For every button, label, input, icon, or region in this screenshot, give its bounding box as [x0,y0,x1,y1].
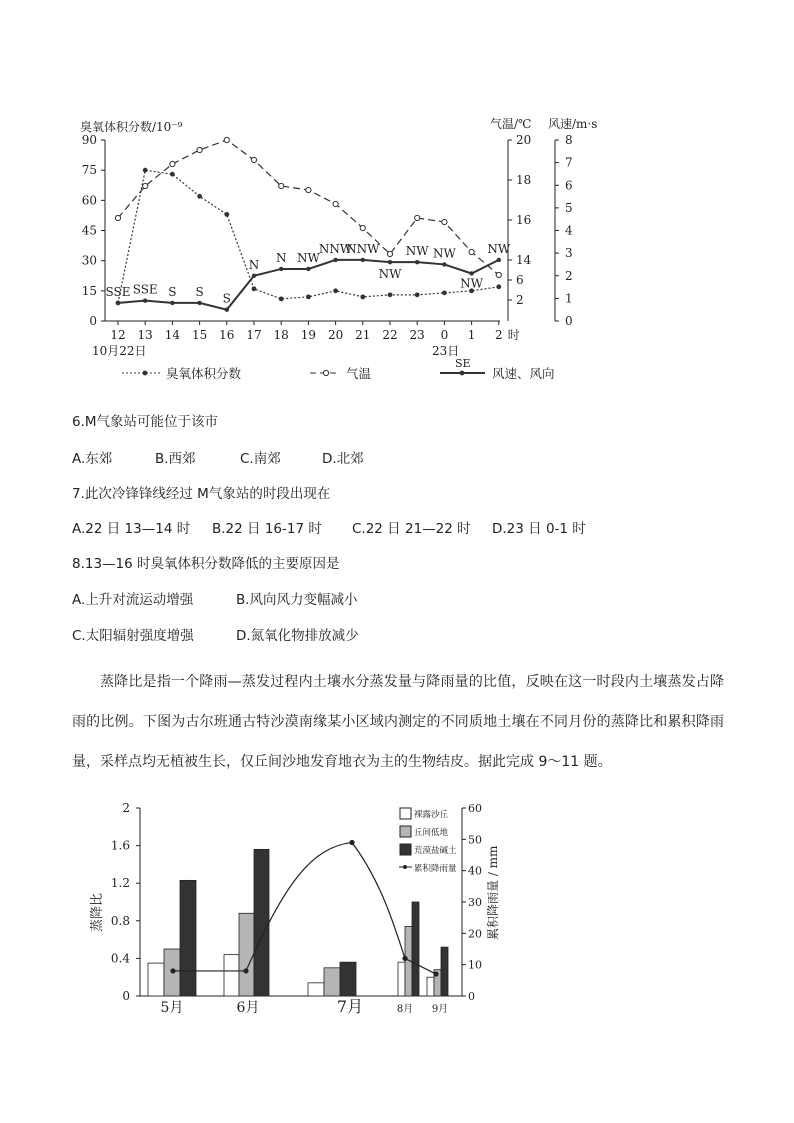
legend-wind-label: 风速、风向 [492,366,555,381]
ozone-tick-label: 90 [81,133,97,147]
temperature-tick-label: 14 [516,253,532,267]
temperature-point [224,137,229,142]
wind-tick-label: 1 [565,291,573,306]
hour-tick-label: 19 [300,328,317,342]
date-label-23: 23日 [432,344,460,358]
temperature-point [333,201,338,206]
saline-bar [412,902,419,996]
chart2-legend [399,808,457,874]
question-7-stem: 7.此次冷锋锋线经过 M气象站的时段出现在 [72,486,331,502]
wind-direction-label: N [275,250,287,265]
wind-tick-label: 3 [565,246,573,261]
hour-tick-label: 21 [355,328,371,342]
bare-dune-bar [148,963,164,996]
rainfall-tick-label: 30 [468,896,482,909]
hour-tick-label: 16 [219,328,235,342]
temperature-point [197,147,202,152]
month-label: 8月 [396,1004,414,1015]
legend-rainfall-label: 累积降雨量 [414,864,457,874]
ozone-tick-label: 75 [81,163,97,178]
temperature-point [496,272,501,277]
hour-tick-label: 13 [137,328,153,342]
hour-tick-label: 18 [273,328,289,342]
ozone-point [496,284,501,289]
saline-bar [254,849,269,996]
wind-point [197,301,201,305]
legend-swatch-bare-dune [400,808,411,819]
temperature-point [387,251,392,256]
wind-tick-label: 4 [565,223,573,238]
legend-interdune-label: 丘间低地 [414,828,449,838]
saline-bar [340,962,356,996]
temperature-point [143,183,148,188]
ratio-tick-label: 2 [122,801,130,815]
hour-tick-label: 15 [191,328,208,342]
legend-saline-label: 荒漠盐碱土 [414,846,457,856]
ozone-point [306,294,311,299]
ratio-tick-label: 1.6 [110,838,130,853]
q7-option-d[interactable]: D.23 日 0-1 时 [492,521,586,537]
hour-tick-label: 14 [164,328,181,342]
month-label: 7月 [336,997,364,1016]
wind-tick-label: 5 [565,200,573,215]
month-label: 5月 [160,1000,184,1016]
rainfall-tick-label: 10 [468,958,482,972]
q6-option-c[interactable]: C.南郊 [240,451,281,467]
temperature-point [306,187,311,192]
ozone-point [224,212,229,217]
legend-swatch-interdune [400,826,411,837]
q7-option-c[interactable]: C.22 日 21—22 时 [352,521,471,537]
ratio-tick-label: 0 [122,989,130,1003]
interdune-bar [324,968,340,996]
ozone-tick-label: 60 [81,193,97,208]
rainfall-tick-label: 0 [468,990,475,1003]
ozone-tick-label: 45 [81,223,97,238]
temperature-point [469,249,474,254]
q7-option-b[interactable]: B.22 日 16-17 时 [212,521,322,537]
rainfall-axis-title: 累积降雨量 / mm [486,845,500,940]
q6-option-a[interactable]: A.东郊 [72,451,113,467]
q8-option-a[interactable]: A.上升对流运动增强 [72,592,194,608]
q6-option-d[interactable]: D.北郊 [322,451,364,467]
wind-direction-label: S [195,284,204,299]
wind-point [143,298,147,302]
evaporation-ratio-axis-title: 蒸降比 [90,892,105,932]
bare-dune-bar [398,962,405,996]
hour-tick-label: 17 [246,328,262,342]
legend-ozone-label: 臭氧体积分数 [166,366,242,381]
temperature-point [442,219,447,224]
wind-direction-label: NW [378,267,402,282]
q8-option-b[interactable]: B.风向风力变幅减小 [236,592,358,608]
temperature-point [279,183,284,188]
ozone-point [388,292,393,297]
ozone-point [143,168,148,173]
wind-direction-label: S [168,284,177,299]
rainfall-point [402,956,407,961]
wind-direction-label: NW [432,246,456,261]
wind-direction-label: NW [296,250,320,265]
temperature-tick-label: 18 [516,173,532,187]
temperature-tick-label: 16 [516,213,532,227]
legend-wind-sample: SE [455,357,471,370]
date-label-oct22: 10月22日 [92,344,147,358]
month-label: 9月 [431,1004,449,1015]
evaporation-rainfall-chart [0,790,794,1030]
q8-option-d[interactable]: D.氮氧化物排放减少 [236,628,359,644]
bare-dune-bar [224,955,239,996]
rainfall-point [243,968,248,973]
wind-point [415,260,419,264]
ozone-tick-label: 0 [89,314,97,328]
temperature-tick-label: 6 [516,273,524,287]
ozone-tick-label: 15 [81,283,97,298]
ozone-point [252,286,257,291]
legend-bare-dune-label: 裸露沙丘 [414,810,449,820]
wind-direction-label: NNW [318,241,353,256]
wind-tick-label: 0 [565,314,573,328]
rainfall-point [349,840,354,845]
ratio-tick-label: 0.8 [110,913,130,928]
ozone-point [442,290,447,295]
wind-direction-label: NW [487,241,511,256]
ozone-temperature-wind-chart [0,0,794,400]
ratio-tick-label: 0.4 [110,951,130,966]
wind-point [497,258,501,262]
hour-tick-label: 20 [327,328,344,342]
q8-option-c[interactable]: C.太阳辐射强度增强 [72,628,194,644]
saline-bar [441,947,448,996]
rainfall-series-line [173,842,436,974]
interdune-bar [239,913,254,996]
saline-bar [180,880,196,996]
hour-tick-label: 1 [467,328,476,342]
temperature-tick-label: 2 [516,293,524,307]
wind-direction-label: NNW [346,241,380,256]
wind-direction-label: NW [460,276,484,291]
legend-swatch-saline [400,844,411,855]
hour-tick-label: 23 [409,328,425,342]
month-label: 6月 [236,1000,260,1016]
ozone-point [333,288,338,293]
passage-text: 蒸降比是指一个降雨—蒸发过程内土壤水分蒸发量与降雨量的比值，反映在这一时段内土壤蒸发占降雨的比例。下图为古尔班通古特沙漠南缘某小区域内测定的不同质地土壤在不同月份的蒸降比和累积降雨量，采样点均无植被生长，仅丘间沙地发育地衣为主的生物结皮。据此完成 9～11 题。 [72,674,724,770]
wind-point [170,301,174,305]
legend-temperature-label: 气温 [346,366,372,381]
wind-direction-label: NW [405,244,429,259]
rainfall-tick-label: 40 [468,864,482,878]
temperature-point [170,161,175,166]
hour-tick-label: 0 [440,328,449,342]
hour-unit-label: 时 [507,328,520,342]
hour-tick-label: 12 [110,328,126,342]
wind-tick-label: 2 [565,268,573,283]
wind-tick-label: 8 [565,133,573,147]
wind-point [333,258,337,262]
rainfall-point [170,968,175,973]
wind-point [116,301,120,305]
wind-axis-title: 风速/m·s [548,117,598,131]
ozone-point [360,294,365,299]
wind-direction-label: SSE [132,282,158,297]
ozone-point [415,292,420,297]
hour-tick-label: 22 [382,328,398,342]
bare-dune-bar [427,977,434,996]
temperature-axis-title: 气温/℃ [490,117,532,131]
ozone-point [279,296,284,301]
temperature-point [251,157,256,162]
rainfall-tick-label: 60 [468,802,482,815]
rainfall-tick-label: 50 [468,833,482,847]
wind-point [225,307,229,311]
question-6-stem: 6.M气象站可能位于该市 [72,414,219,430]
temperature-point [360,225,365,230]
q7-option-a[interactable]: A.22 日 13—14 时 [72,521,191,537]
wind-direction-label: S [222,291,231,306]
wind-direction-label: N [248,257,260,272]
chart1-legend [122,357,555,381]
wind-point [469,271,473,275]
rainfall-point [433,971,438,976]
question-8-stem: 8.13—16 时臭氧体积分数降低的主要原因是 [72,556,340,572]
ratio-tick-label: 1.2 [110,876,130,891]
wind-tick-label: 7 [565,155,573,170]
temperature-point [415,215,420,220]
wind-point [388,260,392,264]
wind-direction-label: SSE [105,284,131,299]
bare-dune-bar [308,983,324,996]
hour-tick-label: 2 [494,328,503,342]
rainfall-tick-label: 20 [468,927,482,941]
wind-point [252,274,256,278]
wind-point [361,258,365,262]
temperature-tick-label: 20 [516,133,532,147]
ozone-point [197,194,202,199]
wind-tick-label: 6 [565,178,573,193]
wind-point [442,262,446,266]
q6-option-b[interactable]: B.西郊 [155,451,196,467]
ozone-axis-title: 臭氧体积分数/10⁻⁹ [80,120,183,134]
temperature-point [115,215,120,220]
ozone-tick-label: 30 [81,253,97,268]
wind-point [306,267,310,271]
wind-point [279,267,283,271]
ozone-point [170,172,175,177]
